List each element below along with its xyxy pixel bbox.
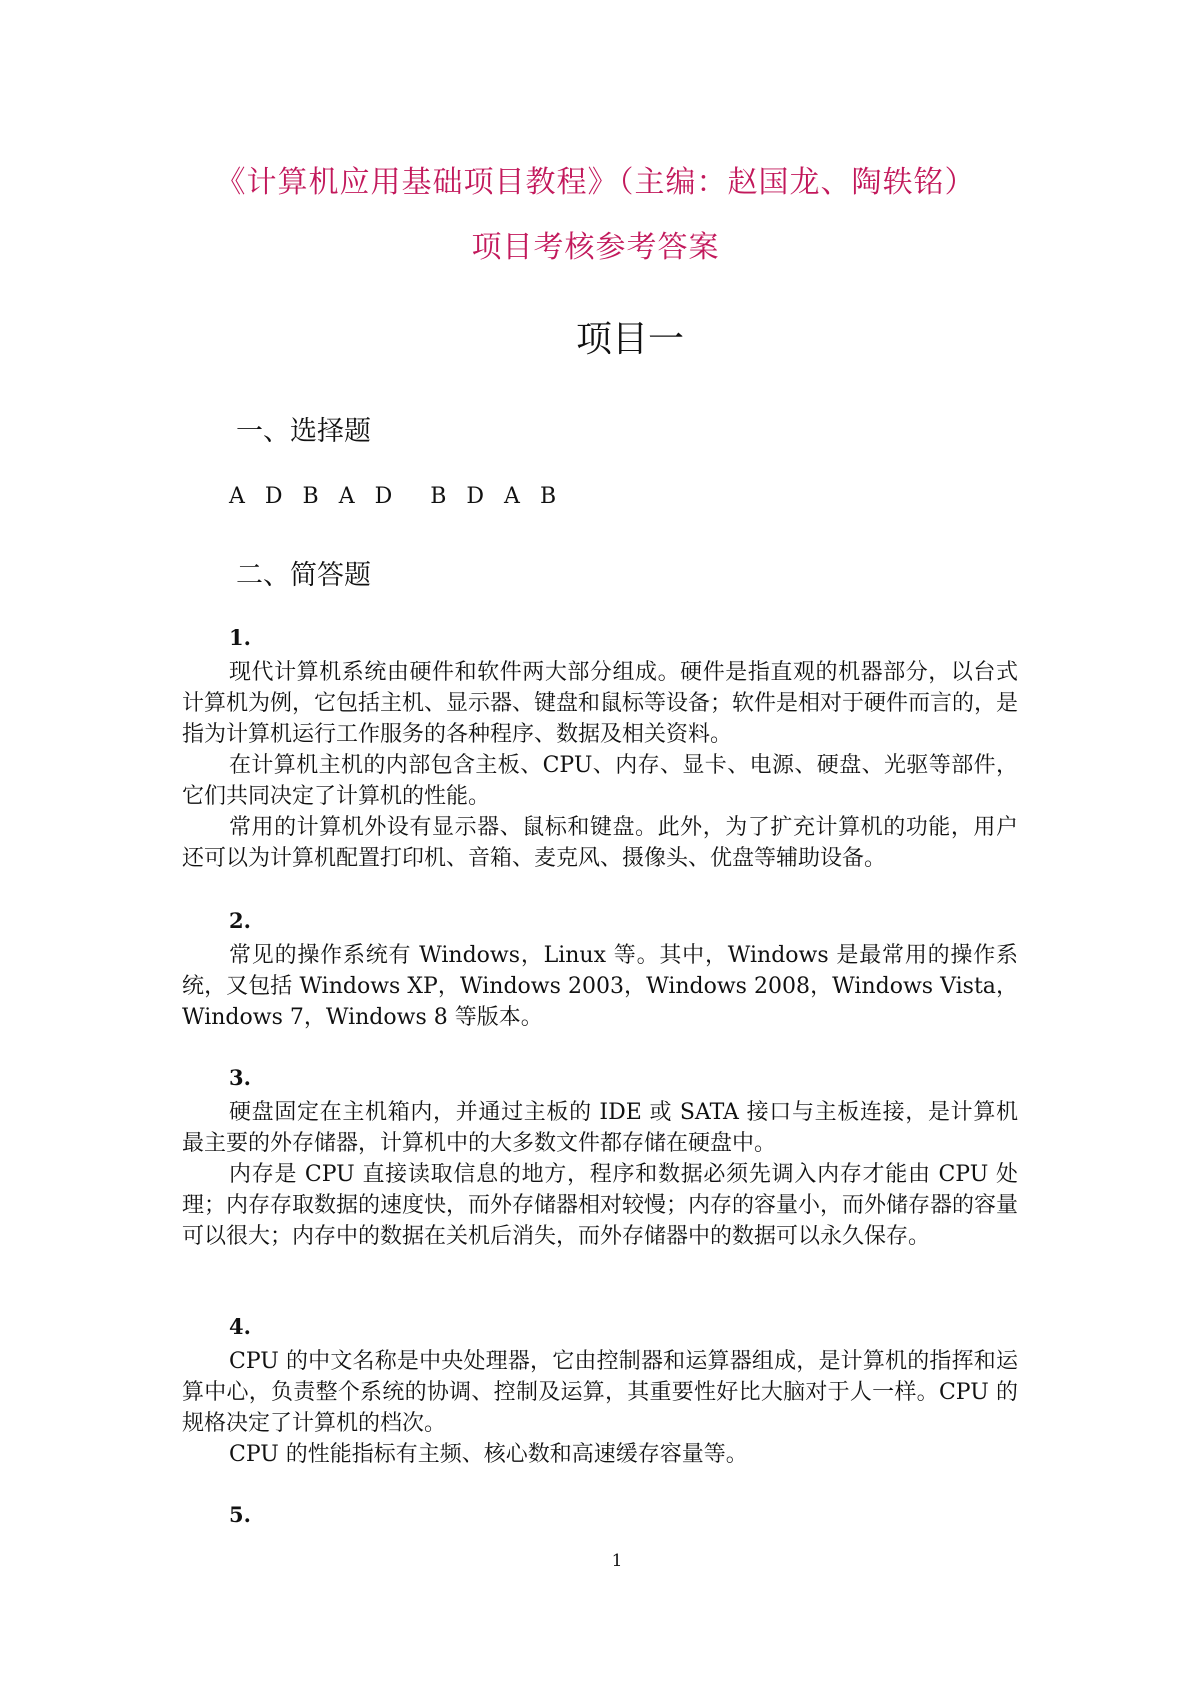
answer-7: D xyxy=(466,484,485,509)
answer-4: A xyxy=(338,484,355,509)
answer-paragraph: 常见的操作系统有 Windows，Linux 等。其中，Windows 是最常用的操作系统，又包括 Windows XP，Windows 2003，Windows 2008，Windows Vista，Windows 7，Windows 8 等版本。 xyxy=(182,943,1018,1030)
answer-paragraph: 在计算机主机的内部包含主板、CPU、内存、显卡、电源、硬盘、光驱等部件，它们共同决定了计算机的性能。 xyxy=(182,753,1018,809)
answer-paragraph: 硬盘固定在主机箱内，并通过主板的 IDE 或 SATA 接口与主板连接，是计算机最主要的外存储器，计算机中的大多数文件都存储在硬盘中。 xyxy=(182,1100,1018,1156)
document-subtitle: 项目考核参考答案 xyxy=(471,230,720,265)
choice-section-heading: 一、选择题 xyxy=(236,416,371,447)
answer-paragraph: 现代计算机系统由硬件和软件两大部分组成。硬件是指直观的机器部分，以台式计算机为例，它包括主机、显示器、键盘和鼠标等设备；软件是相对于硬件而言的，是指为计算机运行工作服务的各种程序、数据及相关资料。 xyxy=(182,660,1019,747)
document-title: 《计算机应用基础项目教程》（主编：赵国龙、陶轶铭） xyxy=(215,165,976,200)
question-number: 2. xyxy=(229,908,251,933)
question-1 xyxy=(182,623,1018,874)
short-answer-section-heading: 二、简答题 xyxy=(236,560,371,591)
answer-paragraph: CPU 的中文名称是中央处理器，它由控制器和运算器组成，是计算机的指挥和运算中心，负责整个系统的协调、控制及运算，其重要性好比大脑对于人一样。CPU 的规格决定了计算机的档次。 xyxy=(182,1349,1018,1436)
question-4 xyxy=(182,1312,1018,1470)
question-number: 5. xyxy=(229,1502,251,1527)
page-number: 1 xyxy=(611,1551,623,1571)
answer-8: A xyxy=(504,484,520,509)
project-title: 项目一 xyxy=(575,319,684,360)
answer-9: B xyxy=(539,484,557,509)
question-2 xyxy=(182,906,1018,1033)
answer-3: B xyxy=(302,484,319,509)
answer-6: B xyxy=(430,484,447,509)
answer-paragraph: 内存是 CPU 直接读取信息的地方，程序和数据必须先调入内存才能由 CPU 处理；内存存取数据的速度快，而外存储器相对较慢；内存的容量小，而外储存器的容量可以很大；内存中的数据在关机后消失，而外存储器中的数据可以永久保存。 xyxy=(182,1162,1019,1249)
question-number: 1. xyxy=(229,625,251,650)
question-number: 4. xyxy=(229,1314,251,1339)
answer-paragraph: 常用的计算机外设有显示器、鼠标和键盘。此外，为了扩充计算机的功能，用户还可以为计算机配置打印机、音箱、麦克风、摄像头、优盘等辅助设备。 xyxy=(182,815,1018,871)
answer-5: D xyxy=(374,484,393,509)
answer-2: D xyxy=(264,484,283,509)
answer-paragraph: CPU 的性能指标有主频、核心数和高速缓存容量等。 xyxy=(229,1442,748,1467)
question-5 xyxy=(182,1500,1018,1534)
question-3 xyxy=(182,1063,1018,1252)
answer-1: A xyxy=(229,484,245,509)
choice-answers xyxy=(229,484,556,509)
question-number: 3. xyxy=(229,1065,251,1090)
